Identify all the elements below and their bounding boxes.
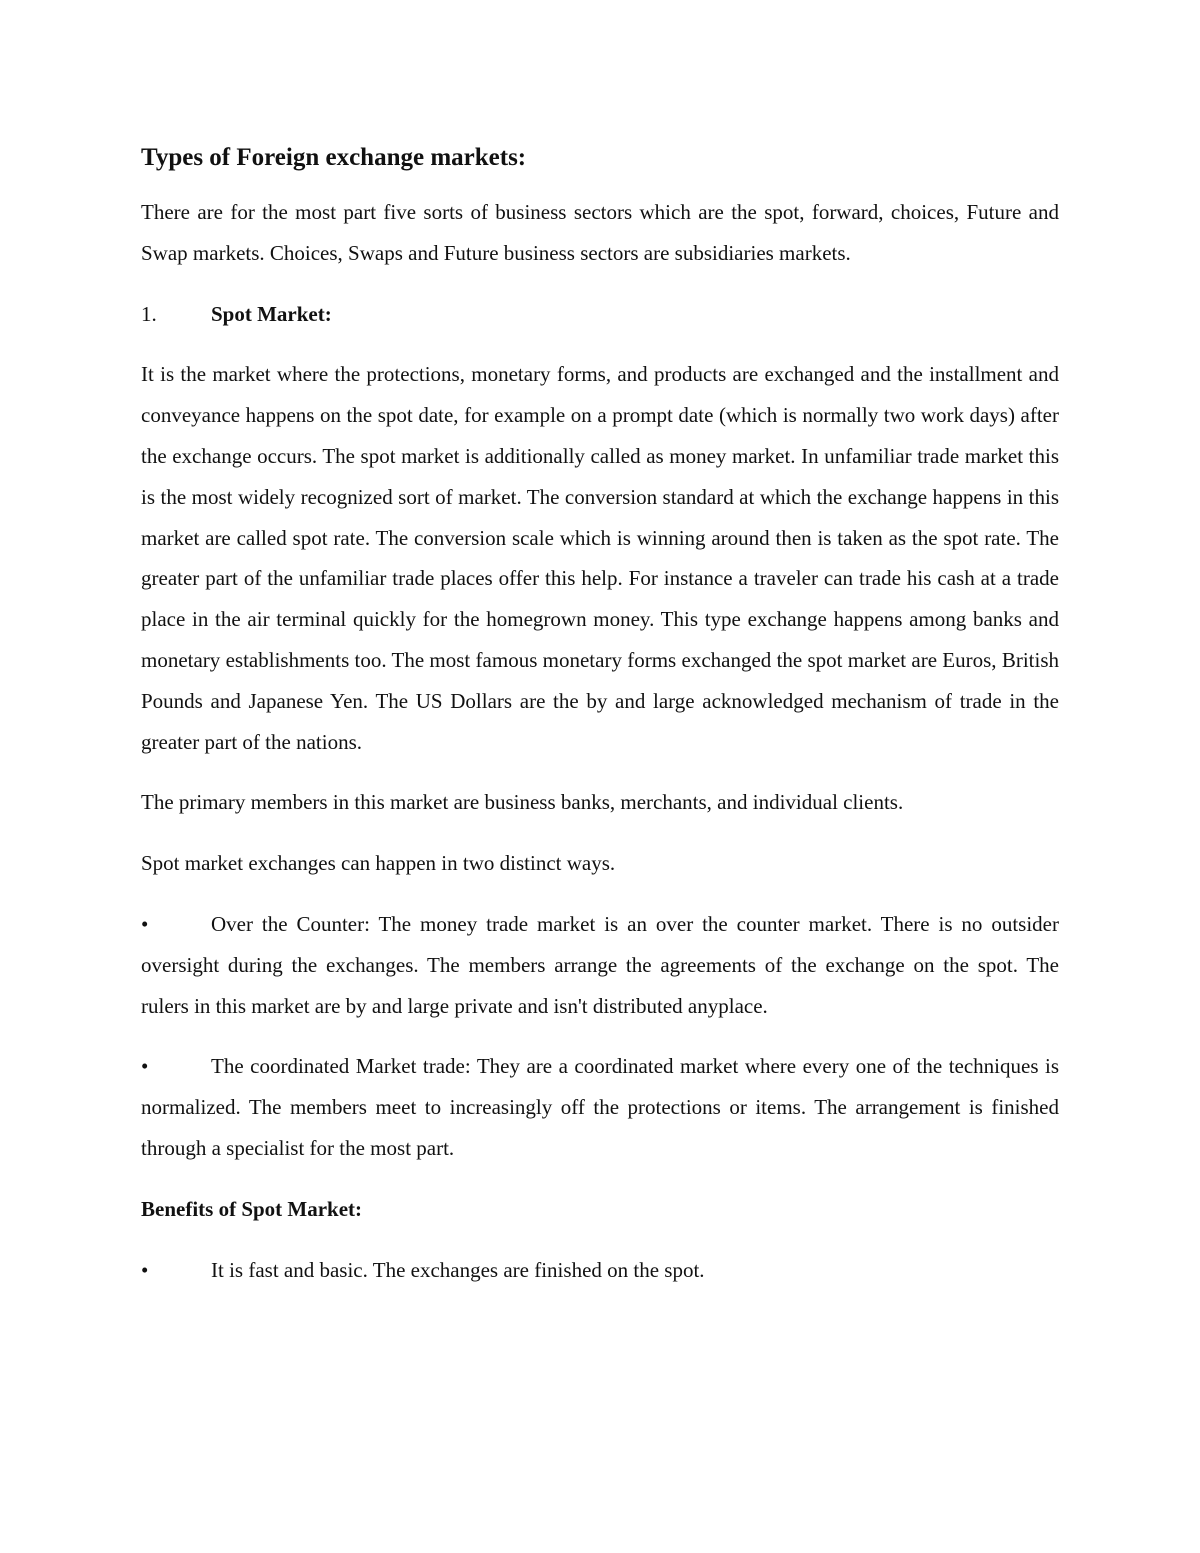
bullet-marker: • (141, 911, 149, 936)
spot-description-paragraph: It is the market where the protections, monetary forms, and products are exchanged and the installment and conveyance happens on the spot date, for example on a prompt date (which is normally two work days) after the exchange occurs. The spot market is additionally called as money market. In unfamiliar trade market this is the most widely recognized sort of market. The conversion standard at which the exchange happens in this market are called spot rate. The conversion scale which is winning around then is taken as the spot rate. The greater part of the unfamiliar trade places offer this help. For instance a traveler can trade his cash at a trade place in the air terminal quickly for the homegrown money. This type exchange happens among banks and monetary establishments too. The most famous monetary forms exchanged the spot market are Euros, British Pounds and Japanese Yen. The US Dollars are the by and large acknowledged mechanism of trade in the greater part of the nations. (141, 362, 1059, 754)
document-page (141, 138, 1059, 1310)
bullet-item-benefit-fast (141, 1250, 1059, 1291)
section-number: 1. (141, 301, 157, 326)
section-title: Spot Market: (211, 301, 332, 326)
bullet-marker: • (141, 1257, 149, 1282)
bullet-text: The coordinated Market trade: They are a coordinated market where every one of the techniques is normalized. The members meet to increasingly off the protections or items. The arrangement is finished through a specialist for the most part. (141, 1054, 1059, 1160)
ways-intro-paragraph: Spot market exchanges can happen in two distinct ways. (141, 851, 616, 876)
benefits-heading: Benefits of Spot Market: (141, 1196, 363, 1221)
members-paragraph: The primary members in this market are business banks, merchants, and individual clients. (141, 790, 904, 815)
section-heading-spot-market (141, 294, 1059, 335)
bullet-text: It is fast and basic. The exchanges are finished on the spot. (211, 1257, 705, 1282)
bullet-item-coordinated-market (141, 1046, 1059, 1168)
document-title: Types of Foreign exchange markets: (141, 144, 527, 171)
bullet-item-over-the-counter (141, 904, 1059, 1026)
bullet-marker: • (141, 1054, 149, 1079)
intro-paragraph: There are for the most part five sorts of business sectors which are the spot, forward, choices, Future and Swap markets. Choices, Swaps and Future business sectors are subsidiaries markets. (141, 200, 1059, 265)
bullet-text: Over the Counter: The money trade market is an over the counter market. There is no outsider oversight during the exchanges. The members arrange the agreements of the exchange on the spot. The rulers in this market are by and large private and isn't distributed anyplace. (141, 911, 1059, 1018)
